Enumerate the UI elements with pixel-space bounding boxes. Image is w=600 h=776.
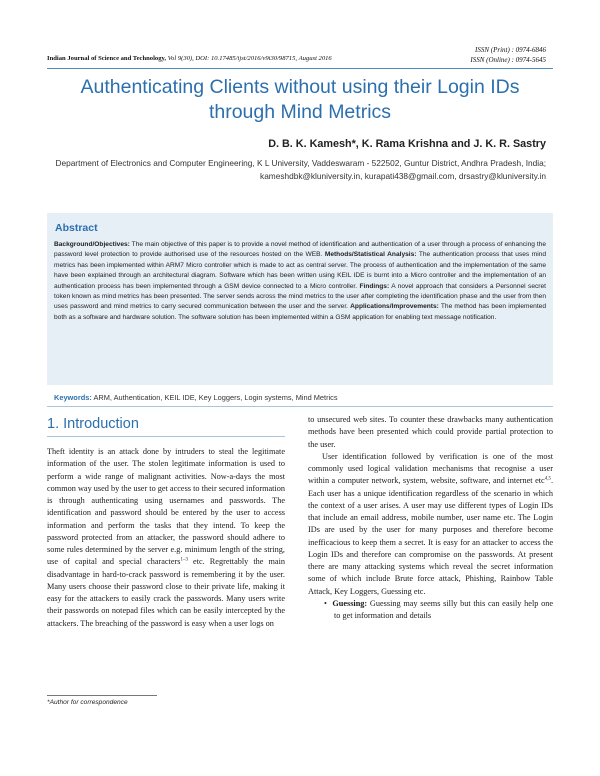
header-divider	[47, 68, 553, 69]
abstract-applications-text: The method has been implemented both as a software and hardware solution. The software solution has been implemented within a GSM application for enabling text message notification.	[54, 303, 546, 321]
bullet-guessing-text: Guessing may seems silly but this can easily help one to get information and details	[334, 598, 553, 620]
journal-header	[47, 55, 332, 62]
citation-4-5: 4,5	[544, 476, 551, 482]
keywords-divider	[47, 406, 553, 407]
footnote-rule	[47, 695, 157, 696]
abstract-heading: Abstract	[55, 222, 98, 234]
keywords-label: Keywords:	[54, 393, 92, 402]
issn-print: ISSN (Print) : 0974-6846	[475, 46, 546, 54]
journal-name: Indian Journal of Science and Technology,	[47, 55, 167, 62]
left-column	[47, 446, 285, 630]
citation-1-3: 1–3	[180, 557, 188, 563]
bullet-guessing-label: Guessing:	[332, 598, 368, 608]
authors: D. B. K. Kamesh*, K. Rama Krishna and J. K. R. Sastry	[268, 138, 546, 150]
abstract-methods-label: Methods/Statistical Analysis:	[324, 251, 417, 259]
abstract-background-label: Background/Objectives:	[54, 241, 130, 248]
section-heading-introduction: 1. Introduction	[47, 416, 139, 432]
intro-paragraph-1-cont: to unsecured web sites. To counter these drawbacks many authentication methods have been presented which could provide partial protection to the user.	[308, 415, 553, 449]
section-heading-rule	[47, 436, 285, 437]
intro-paragraph-1	[47, 446, 285, 630]
intro-p2-text: User identification followed by verification is one of the most commonly used logical validation mechanisms that recognise a user within a computer network, system, website, software, and internet etc	[308, 451, 553, 486]
issn-online: ISSN (Online) : 0974-5645	[470, 56, 546, 64]
abstract-box	[47, 213, 553, 385]
affiliation: Department of Electronics and Computer Engineering, K L University, Vaddeswaram - 522502, Guntur District, Andhra Pradesh, India; kameshdbk@kluniversity.in, kurapati438@gmail.com, drsastry@kluniversity.in	[55, 158, 546, 181]
journal-details: Vol 9(30), DOI: 10.17485/ijst/2016/v9i30/98715, August 2016	[167, 55, 332, 62]
keywords-line	[54, 393, 338, 402]
keywords-text: ARM, Authentication, KEIL IDE, Key Loggers, Login systems, Mind Metrics	[91, 393, 338, 402]
right-column	[308, 414, 553, 622]
abstract-background-text: The main objective of this paper is to provide a novel method of identification and authentication of a user through a process of enhancing the password level protection to provide authorised use of the resources hosted on the WEB.	[54, 241, 546, 259]
intro-p2-end: . Each user has a unique identification regardless of the scenario in which the context of a user arises. A user may use different types of Login IDs that include an email address, mobile number, user name etc. The Login IDs are used by the user for many purposes and therefore become inefficacious to keep them a secret. It is easy for an attacker to access the Login IDs and therefore can compromise on the passwords. At present there are many attacking systems which reveal the secret information some of which include Brute force attack, Phishing, Rainbow Table Attack, Key Loggers, Guessing etc.	[308, 476, 553, 596]
bullet-icon: •	[324, 598, 333, 608]
bullet-guessing	[324, 598, 553, 623]
abstract-applications-label: Applications/Improvements:	[350, 303, 439, 311]
abstract-findings-text: A novel approach that considers a Personnel secret token known as mind metrics has been presented. The server sends across the mind metrics to the user after completing the identification phase and the user from then uses password and mind metrics to carry secured communication between the user and the server.	[54, 282, 546, 311]
abstract-methods-text: The authentication process that uses mind metrics has been implemented within ARM7 Micro controller which is made to act as central server. The process of authentication and the implementation of the same have been explained through an architectural diagram. Software which has been written using KEIL IDE is burnt into a Micro controller and the implementation of an authentication process has been implemented through a GSM device connected to a Micro controller.	[54, 251, 546, 290]
abstract-body	[54, 240, 546, 323]
issn-block	[470, 45, 546, 65]
abstract-findings-label: Findings:	[359, 282, 390, 290]
title-line-1: Authenticating Clients without using their Login IDs	[80, 76, 520, 98]
title-line-2: through Mind Metrics	[208, 101, 392, 123]
intro-p1-text: Theft identity is an attack done by intruders to steal the legitimate information of the user. The stolen legitimate information is used to perform a wide range of malignant activities. Now-a-days the most common way used by the user to get access to their secured information is through authenticating using usernames and passwords. The identification and password should be entered by the user to access information and perform the tasks that they intend. To keep the password protected from an attacker, the password should adhere to some rules determined by the server e.g. minimum length of the string, use of capital and special characters	[47, 447, 285, 567]
paper-title	[40, 75, 560, 125]
intro-paragraph-2	[308, 451, 553, 598]
footnote: *Author for correspondence	[47, 699, 128, 706]
intro-p1-end: etc. Regrettably the main disadvantage in hard-to-crack password is remembering it by the user. Many users choose their password close to their private life, making it easy for the attackers to easily crack the passwords. Many users write their passwords on notepad files which can be easily intercepted by the attackers. The breaching of the password is easy when a user logs on	[47, 557, 285, 628]
